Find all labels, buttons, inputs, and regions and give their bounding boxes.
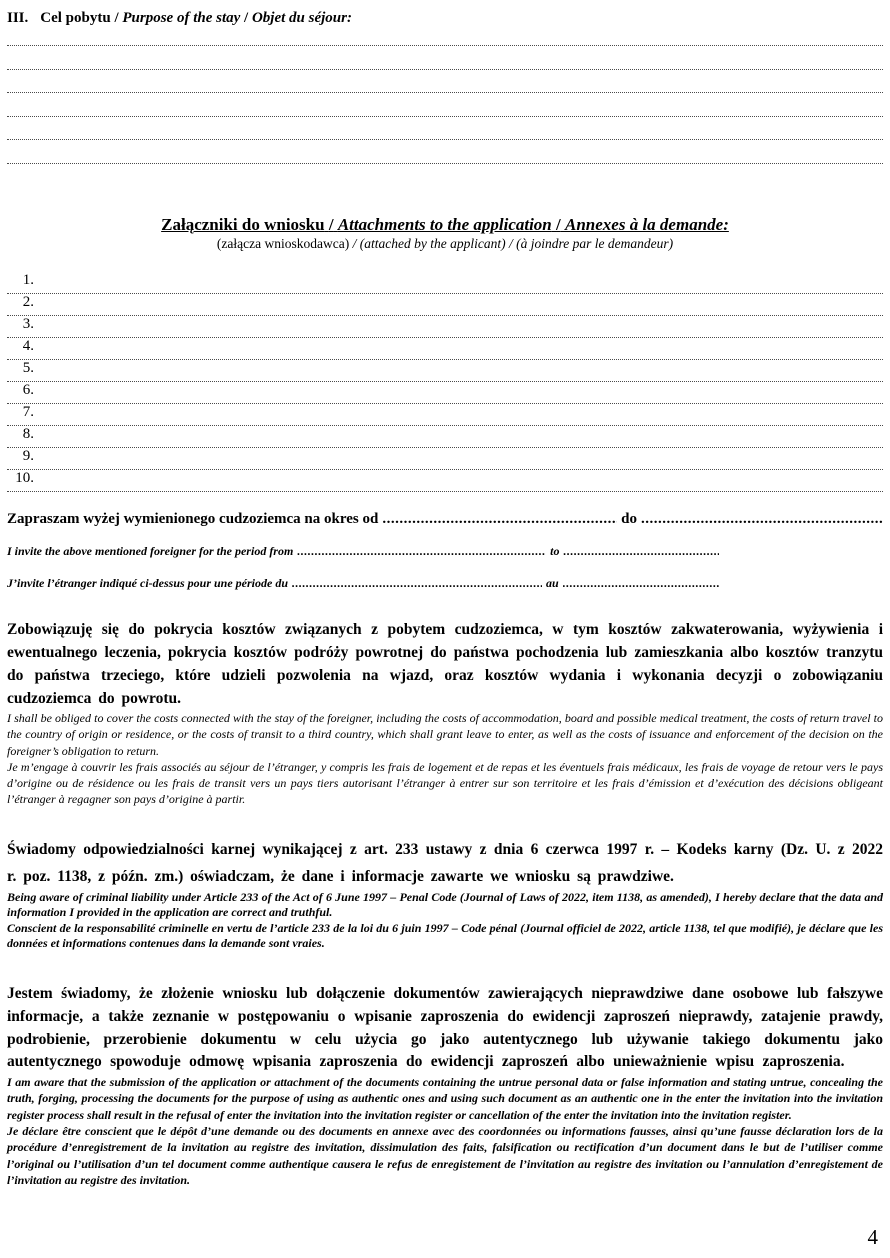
awareness-text-pl: Jestem świadomy, że złożenie wniosku lub dołączenie dokumentów zawierających nieprawdziwe dane osobowe lub fałszywe informacje, a także zeznanie w postępowaniu o wpisanie zaproszenia do ewidencji zaproszeń nieprawdy, zatajenie prawdy, podrobienie, przerobienie dokumentu w celu użycia go jako autentycznego lub używanie takiego dokumentu jako autentycznego spowoduje odmowę wpisania zaproszenia do ewidencji zaproszeń albo unieważnienie wpisu zaproszenia. [7,985,883,1071]
attachments-subtitle-fr: (à joindre par le demandeur) [516,236,674,251]
purpose-write-lines [7,22,883,164]
separator: / [352,236,357,251]
section-title-fr: Objet du séjour: [251,10,352,26]
attachment-number: 2. [22,294,34,310]
invite-mid-pl: do [621,511,637,527]
section-title-pl: Cel pobytu [40,10,111,26]
attachment-number: 9. [22,448,34,464]
purpose-write-line [7,140,883,164]
attachments-heading [7,215,883,235]
invite-label-fr: J’invite l’étranger indiqué ci-dessus pour une période du [7,576,289,590]
attachment-row [7,294,883,316]
attachment-row [7,272,883,294]
declaration-paragraph [7,836,883,951]
date-to-field-en [563,544,719,559]
invite-line-pl [7,511,883,528]
declaration-text-fr: Conscient de la responsabilité criminelle en vertu de l’article 233 de la loi du 6 juin 1997 – Code pénal (Journal officiel de 2022, article 1138, tel que modifié), je déclare que les données et informations contenues dans la demande sont vraies. [7,920,883,950]
attachment-row [7,360,883,382]
attachments-subtitle [7,236,883,252]
attachment-number: 10. [15,470,34,486]
obligation-paragraph [7,618,883,808]
declaration-text-en: Being aware of criminal liability under Article 233 of the Act of 6 June 1997 – Penal Code (Journal of Laws of 2022, item 1138, as amended), I hereby declare that the data and information I provided in the application are correct and truthful. [7,890,883,920]
attachments-list [7,272,883,492]
separator: / [114,10,119,26]
invite-label-en: I invite the above mentioned foreigner for the period from [7,544,294,558]
purpose-write-line [7,46,883,70]
awareness-text-en: I am aware that the submission of the application or attachment of the documents containing the untrue personal data or false information and stating untrue, concealing the truth, forging, processing the documents for the purpose of using as authentic ones and using such document as an authentic one in the enter the invitation into the invitation register process shall result in the refusal of enter the invitation into the invitation register or cancellation of the enter the invitation into the invitation register. [7,1075,883,1122]
attachment-row [7,382,883,404]
attachments-title-fr: Annexes à la demande: [565,215,729,234]
attachment-number: 6. [22,382,34,398]
page-number: 4 [867,1225,878,1249]
declaration-text-pl: Świadomy odpowiedzialności karnej wynikającej z art. 233 ustawy z dnia 6 czerwca 1997 r. – Kodeks karny (Dz. U. z 2022 r. poz. 1138, z późn. zm.) oświadczam, że dane i informacje zawarte we wniosku są prawdziwe. [7,841,883,885]
date-to-field [641,511,883,528]
invite-mid-en: to [550,544,560,558]
obligation-text-fr: Je m’engage à couvrir les frais associés au séjour de l’étranger, y compris les frais de logement et de repas et les éventuels frais médicaux, les frais de voyage de retour vers le pays d’origine ou de résidence ou les frais de transit vers un pays tiers autorisant l’étranger à entrer sur son territoire et les frais d’émission et d’exécution des décisions obligeant l’étranger à regagner son pays d’origine à partir. [7,759,883,807]
date-from-field-fr [292,576,542,591]
attachments-title-en: Attachments to the application [337,215,552,234]
section-number: III. [7,10,29,26]
awareness-paragraph [7,983,883,1188]
obligation-text-pl: Zobowiązuję się do pokrycia kosztów związanych z pobytem cudzoziemca, w tym kosztów zakwaterowania, wyżywienia i ewentualnego leczenia, pokrycia kosztów podróży powrotnej do państwa pochodzenia lub zamieszkania albo kosztów tranzytu do państwa trzeciego, które udzieli pozwolenia na wjazd, oraz kosztów wydania i wykonania decyzji o zobowiązaniu cudzoziemca do powrotu. [7,621,883,707]
attachments-subtitle-pl: (załącza wnioskodawca) [216,236,350,251]
invite-mid-fr: au [546,576,559,590]
invite-label-pl: Zapraszam wyżej wymienionego cudzoziemca na okres od [7,511,379,527]
purpose-write-line [7,93,883,117]
attachment-row [7,316,883,338]
attachment-number: 5. [22,360,34,376]
date-from-field [382,511,617,528]
attachment-row [7,338,883,360]
attachment-number: 4. [22,338,34,354]
awareness-text-fr: Je déclare être conscient que le dépôt d’une demande ou des documents en annexe avec des coordonnées ou informations fausses, ainsi qu’une fausse déclaration lors de la procédure d’enregistrement de la invitation au registre des invitation, dissimulation des faits, falsification ou rectification d’un document dans le but de l’utiliser comme l’original ou l’utilisation d’un tel document comme authentique causera le refus de enregistement de l’invitation au registre des invitation ou l’annulation d’enregistement de l’invitation au registre des invitation. [7,1124,883,1187]
attachments-subtitle-en: (attached by the applicant) [359,236,506,251]
invite-line-fr [7,576,719,591]
separator: / [244,10,249,26]
invite-period-block [7,511,883,591]
attachment-row [7,448,883,470]
purpose-write-line [7,117,883,141]
obligation-text-en: I shall be obliged to cover the costs connected with the stay of the foreigner, including the costs of accommodation, board and possible medical treatment, the costs of return travel to the country of origin or residence, or the costs of transit to a third country, which shall grant leave to enter, as well as the costs of issuance and enforcement of the decision on the foreigner’s obligation to return. [7,711,883,758]
attachment-number: 8. [22,426,34,442]
attachment-number: 7. [22,404,34,420]
attachment-row [7,470,883,492]
separator: / [556,215,561,234]
attachment-row [7,426,883,448]
invite-line-en [7,544,719,559]
section-title-en: Purpose of the stay [122,10,241,26]
attachments-title-pl: Załączniki do wniosku [161,215,325,234]
attachment-number: 1. [22,272,34,288]
attachment-row [7,404,883,426]
separator: / [328,215,334,234]
purpose-write-line [7,70,883,94]
attachment-number: 3. [22,316,34,332]
purpose-write-line [7,22,883,46]
date-from-field-en [297,544,546,559]
date-to-field-fr [563,576,719,591]
separator: / [508,236,513,251]
